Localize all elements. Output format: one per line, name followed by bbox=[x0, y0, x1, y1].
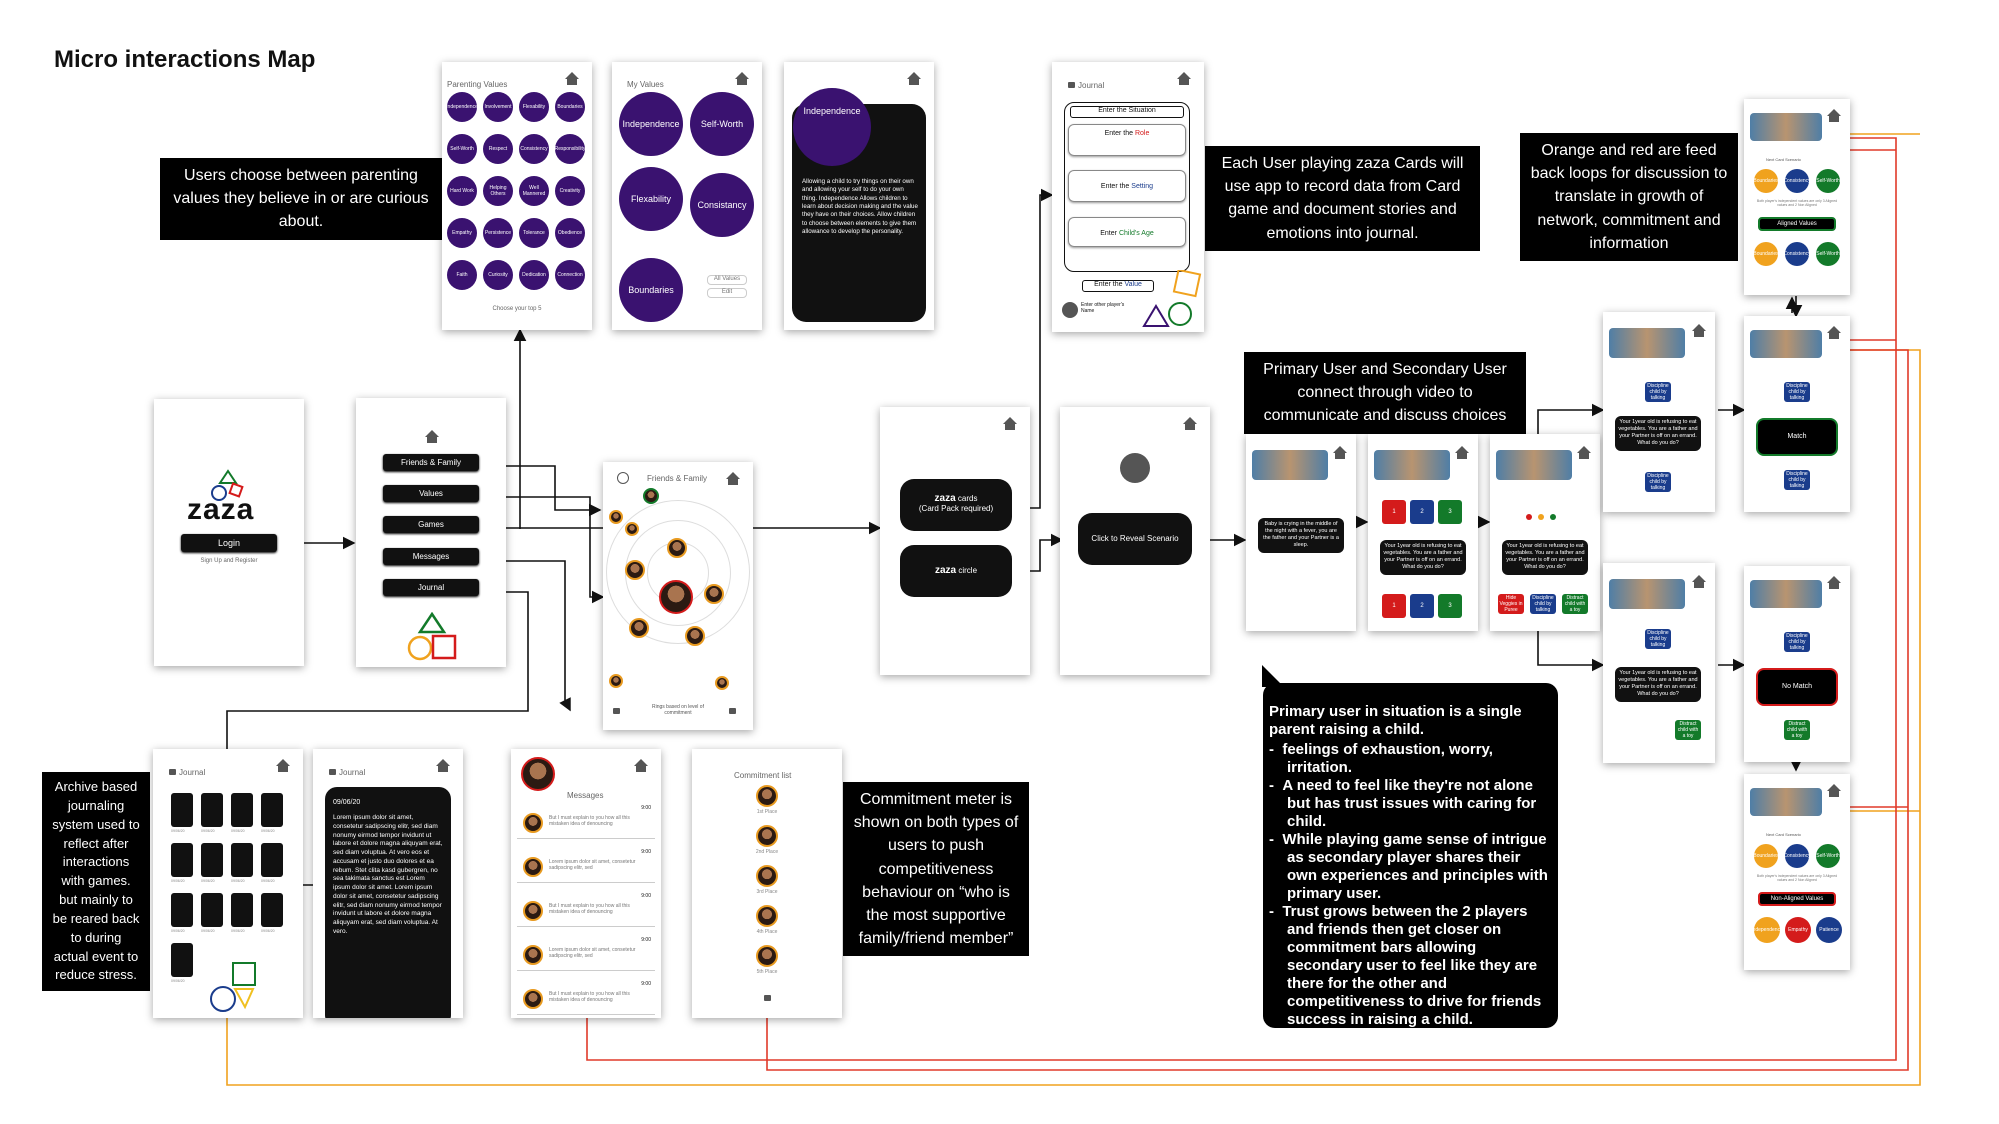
menu-messages[interactable]: Messages bbox=[383, 548, 479, 565]
commitment-avatar[interactable] bbox=[756, 905, 778, 927]
aligned-badge: Aligned Values bbox=[1758, 217, 1836, 231]
primary-bullet: - feelings of exhaustion, worry, irritation. bbox=[1269, 741, 1493, 776]
home-icon[interactable] bbox=[1176, 72, 1192, 86]
role-field[interactable]: Enter the Role bbox=[1068, 124, 1186, 156]
screen-title: Journal bbox=[1078, 81, 1105, 90]
journal-tile[interactable] bbox=[231, 843, 253, 877]
scenario-screen-2 bbox=[1368, 434, 1478, 631]
messages-screen bbox=[511, 749, 661, 1018]
choice-discipline: Discipline child by talking bbox=[1784, 470, 1810, 490]
journal-tile[interactable] bbox=[171, 943, 193, 977]
value-option[interactable]: Faith bbox=[447, 260, 477, 290]
journal-tile[interactable] bbox=[261, 843, 283, 877]
journal-icon bbox=[1068, 82, 1075, 88]
video-feed bbox=[1750, 113, 1822, 141]
value-option[interactable]: Tolerance bbox=[519, 218, 549, 248]
journal-icon bbox=[169, 769, 176, 775]
journal-tile[interactable] bbox=[201, 893, 223, 927]
reveal-screen bbox=[1060, 407, 1210, 675]
result-value-orange: Boundaries bbox=[1754, 169, 1778, 193]
reveal-scenario-button[interactable]: Click to Reveal Scenario bbox=[1078, 513, 1192, 565]
value-detail-text: Allowing a child to try things on their own and allowing your self to do your own thing. Independence Allows children to learn about decision making and the value they have on their choices. Allow children to choose between elements to give them allowance to develop the personality. bbox=[802, 178, 918, 236]
journal-tile[interactable] bbox=[171, 893, 193, 927]
message-row[interactable] bbox=[517, 849, 655, 883]
journal-tile-date: 09/06/20 bbox=[261, 829, 275, 833]
result-value-blue: Patience bbox=[1816, 917, 1842, 943]
chat-icon[interactable] bbox=[613, 708, 620, 714]
home-icon[interactable] bbox=[906, 72, 922, 86]
primary-bullet: - A need to feel like they're not alone but has trust issues with caring for child. bbox=[1269, 777, 1537, 830]
shapes-icon bbox=[1140, 270, 1202, 332]
commitment-place: 2nd Place bbox=[755, 849, 779, 855]
result-value-orange: Independence bbox=[1754, 917, 1780, 943]
choice-hide-veggies[interactable]: Hide Veggies in Puree bbox=[1499, 595, 1523, 613]
message-avatar bbox=[523, 857, 543, 877]
journal-tile[interactable] bbox=[171, 793, 193, 827]
commitment-place: 4th Place bbox=[756, 929, 778, 935]
home-icon[interactable] bbox=[734, 72, 750, 86]
value-field[interactable]: Enter the Value bbox=[1082, 280, 1154, 292]
video-feed bbox=[1750, 330, 1822, 358]
screen-title: Messages bbox=[567, 791, 604, 800]
card-blue[interactable]: 2 bbox=[1410, 500, 1434, 524]
other-player-label[interactable]: Enter other player's Name bbox=[1081, 302, 1125, 314]
home-icon[interactable] bbox=[1826, 576, 1842, 590]
zaza-logo: zaza bbox=[187, 493, 255, 526]
journal-text: Lorem ipsum dolor sit amet, consetetur sadipscing elitr, sed diam nonumy eirmod tempor invidunt ut labore et dolore magna aliquyam erat, sed diam voluptua. At vero eos et accusam et justo duo dolores et ea rebum. Stet clita kasd gubergren, no sea takimata sanctus est Lorem ipsum dolor sit amet. Lorem ipsum dolor sit amet, consetetur sadipscing elitr, sed diam nonumy eirmod tempor invidunt ut labore et dolore magna aliquyam erat, sed diam voluptua. At vero. bbox=[333, 814, 443, 935]
screen-title: Friends & Family bbox=[647, 474, 708, 483]
choice-distract[interactable]: Distract child with a toy bbox=[1562, 594, 1588, 614]
friend-avatar[interactable] bbox=[625, 560, 645, 580]
result-value-blue: Consistency bbox=[1785, 169, 1809, 193]
message-snippet: Lorem ipsum dolor sit amet, consetetur sadipscing elitr, sed bbox=[549, 947, 636, 959]
age-field[interactable]: Enter Child's Age bbox=[1068, 217, 1186, 247]
friend-avatar[interactable] bbox=[667, 538, 687, 558]
login-button[interactable]: Login bbox=[181, 534, 277, 552]
choice-discipline[interactable]: Discipline child by talking bbox=[1530, 594, 1556, 614]
screen-title: Commitment list bbox=[734, 771, 792, 780]
card-blue[interactable]: 2 bbox=[1410, 594, 1434, 618]
login-screen bbox=[154, 399, 304, 666]
nonaligned-results-screen bbox=[1744, 774, 1850, 970]
journal-tile-date: 09/06/20 bbox=[231, 929, 245, 933]
journal-icon bbox=[329, 769, 336, 775]
callout-video: Primary User and Secondary User connect through video to communicate and discuss choices bbox=[1244, 352, 1526, 434]
value-option[interactable]: Curiosity bbox=[483, 260, 513, 290]
journal-tile-date: 09/06/20 bbox=[261, 929, 275, 933]
add-friend-icon[interactable] bbox=[617, 472, 629, 484]
journal-tile-date: 09/06/20 bbox=[171, 929, 185, 933]
parenting-values-screen bbox=[442, 62, 592, 330]
journal-entry-card bbox=[325, 787, 451, 1018]
message-time: 9:00 bbox=[641, 981, 651, 987]
commitment-place: 1st Place bbox=[756, 809, 778, 815]
scenario-text: Your 1year old is refusing to eat vegetables. You are a father and your Partner is off on an errand. What do you do? bbox=[1380, 540, 1466, 575]
video-feed bbox=[1750, 580, 1822, 608]
choice-discipline: Discipline child by talking bbox=[1784, 382, 1810, 402]
value-option[interactable]: Independence bbox=[447, 92, 477, 122]
callout-feedback: Orange and red are feed back loops for discussion to translate in growth of network, commitment and information bbox=[1520, 133, 1738, 261]
value-option[interactable]: Creativity bbox=[555, 176, 585, 206]
result-value-green: Self-Worth bbox=[1816, 844, 1840, 868]
games-screen bbox=[880, 407, 1030, 675]
signup-link[interactable]: Sign Up and Register bbox=[200, 558, 258, 564]
callout-commitment: Commitment meter is shown on both types of users to push competitiveness behaviour on “who is the most supportive family/friend member” bbox=[843, 782, 1029, 956]
menu-values[interactable]: Values bbox=[383, 485, 479, 502]
dot-green bbox=[1550, 514, 1556, 520]
choice-discipline: Discipline child by talking bbox=[1645, 629, 1671, 649]
home-icon[interactable] bbox=[1826, 784, 1842, 798]
shapes-logo-icon bbox=[406, 612, 458, 662]
nonaligned-badge: Non-Aligned Values bbox=[1758, 892, 1836, 906]
scenario-text: Your 1year old is refusing to eat vegetables. You are a father and your Partner is off on an errand. What do you do? bbox=[1502, 540, 1588, 575]
video-feed bbox=[1750, 788, 1822, 816]
scenario-text: Your 1year old is refusing to eat vegetables. You are a father and your Partner is off on an errand. What do you do? bbox=[1615, 667, 1701, 702]
message-time: 9:00 bbox=[641, 805, 651, 811]
no-match-badge: No Match bbox=[1756, 668, 1838, 706]
journal-entry-screen bbox=[1052, 62, 1204, 332]
journal-tile[interactable] bbox=[201, 843, 223, 877]
message-snippet: Lorem ipsum dolor sit amet, consetetur sadipscing elitr, sed bbox=[549, 859, 636, 871]
next-card-label[interactable]: Next Card Scenario bbox=[1766, 832, 1801, 837]
home-icon[interactable] bbox=[1332, 446, 1348, 460]
journal-detail-screen bbox=[313, 749, 463, 1018]
message-time: 9:00 bbox=[641, 893, 651, 899]
video-feed bbox=[1252, 450, 1328, 480]
message-snippet: But I must explain to you how all this mistaken idea of denouncing bbox=[549, 903, 630, 915]
home-icon[interactable] bbox=[1182, 417, 1198, 431]
callout-journal-app: Each User playing zaza Cards will use app to record data from Card game and document stories and emotions into journal. bbox=[1205, 146, 1480, 251]
message-snippet: But I must explain to you how all this mistaken idea of denouncing bbox=[549, 991, 630, 1003]
result-value-red: Empathy bbox=[1785, 917, 1811, 943]
friend-avatar[interactable] bbox=[609, 510, 623, 524]
choice-discipline: Discipline child by talking bbox=[1645, 472, 1671, 492]
result-value-blue: Consistency bbox=[1785, 242, 1809, 266]
home-icon[interactable] bbox=[633, 759, 649, 773]
friend-avatar[interactable] bbox=[609, 674, 623, 688]
friend-avatar[interactable] bbox=[715, 676, 729, 690]
home-icon[interactable] bbox=[1691, 575, 1707, 589]
journal-tile[interactable] bbox=[231, 893, 253, 927]
value-circle[interactable]: Boundaries bbox=[619, 258, 683, 322]
match-screen bbox=[1744, 316, 1850, 512]
friends-family-screen bbox=[603, 462, 753, 730]
card-red[interactable]: 1 bbox=[1382, 594, 1406, 618]
value-option[interactable]: Persistence bbox=[483, 218, 513, 248]
match-badge: Match bbox=[1756, 418, 1838, 456]
zaza-cards-button[interactable]: zaza cards (Card Pack required) bbox=[900, 479, 1012, 531]
my-values-screen bbox=[612, 62, 762, 330]
result-value-green: Self-Worth bbox=[1816, 242, 1840, 266]
screen-title: Journal bbox=[179, 768, 206, 777]
setting-field[interactable]: Enter the Setting bbox=[1068, 170, 1186, 202]
value-circle[interactable]: Flexability bbox=[619, 167, 683, 231]
handshake-icon[interactable] bbox=[764, 995, 771, 1001]
commitment-place: 5th Place bbox=[756, 969, 778, 975]
message-avatar bbox=[523, 813, 543, 833]
choice-distract: Distract child with a toy bbox=[1784, 720, 1810, 740]
callout-archive: Archive based journaling system used to reflect after interactions with games. but mainly to be reared back to during actual event to reduce stress. bbox=[42, 772, 150, 991]
result-note: Both player's independent values are only 3 Aligned values and 2 Non Aligned bbox=[1756, 874, 1838, 882]
primary-user-list bbox=[1269, 741, 1552, 1029]
result-value-green: Self-Worth bbox=[1816, 169, 1840, 193]
friend-avatar[interactable] bbox=[704, 584, 724, 604]
value-circle[interactable]: Consistancy bbox=[690, 173, 754, 237]
home-icon[interactable] bbox=[725, 472, 741, 486]
home-icon[interactable] bbox=[1454, 446, 1470, 460]
message-row[interactable] bbox=[517, 937, 655, 971]
next-card-label[interactable]: Next Card Scenario bbox=[1766, 157, 1801, 162]
card-green[interactable]: 3 bbox=[1438, 594, 1462, 618]
journal-tile-date: 09/06/20 bbox=[201, 829, 215, 833]
choice-distract: Distract child with a toy bbox=[1675, 720, 1701, 740]
message-avatar bbox=[523, 989, 543, 1009]
journal-tile[interactable] bbox=[171, 843, 193, 877]
value-option[interactable]: Empathy bbox=[447, 218, 477, 248]
all-values-link[interactable]: All Values bbox=[707, 275, 747, 285]
value-option[interactable]: Involvement bbox=[483, 92, 513, 122]
primary-user-bubble bbox=[1263, 683, 1558, 1028]
value-option[interactable]: Helping Others bbox=[483, 176, 513, 206]
journal-tile-date: 09/06/20 bbox=[171, 879, 185, 883]
scenario-screen-1 bbox=[1246, 434, 1356, 631]
dot-red bbox=[1526, 514, 1532, 520]
result-value-blue: Consistency bbox=[1785, 844, 1809, 868]
dot-orange bbox=[1538, 514, 1544, 520]
friend-avatar[interactable] bbox=[625, 522, 639, 536]
primary-user-title: Primary user in situation is a single parent raising a child. bbox=[1269, 703, 1522, 738]
value-circle[interactable]: Self-Worth bbox=[690, 92, 754, 156]
page-title: Micro interactions Map bbox=[54, 46, 316, 73]
home-icon[interactable] bbox=[1002, 417, 1018, 431]
menu-screen bbox=[356, 398, 506, 667]
journal-list-screen bbox=[153, 749, 303, 1018]
message-row[interactable] bbox=[517, 805, 655, 839]
primary-bullet: - Trust grows between the 2 players and friends then get closer on commitment bars allowing secondary user to feel like they are there for the other and competitiveness to drive for friends success in raising a child. bbox=[1269, 903, 1542, 1028]
home-icon[interactable] bbox=[564, 72, 580, 86]
handshake-icon[interactable] bbox=[729, 708, 736, 714]
screen-footer: Choose your top 5 bbox=[492, 306, 542, 312]
callout-parenting-values: Users choose between parenting values they believe in or are curious about. bbox=[160, 158, 442, 240]
commitment-place: 3rd Place bbox=[756, 889, 778, 895]
commitment-screen bbox=[692, 749, 842, 1018]
menu-games[interactable]: Games bbox=[383, 516, 479, 533]
scenario-screen-3 bbox=[1490, 434, 1600, 631]
video-feed bbox=[1374, 450, 1450, 480]
user-icon bbox=[1120, 453, 1150, 483]
home-icon[interactable] bbox=[424, 430, 440, 444]
message-row[interactable] bbox=[517, 981, 655, 1015]
edit-link[interactable]: Edit bbox=[707, 288, 747, 298]
value-option[interactable]: Consistency bbox=[519, 134, 549, 164]
primary-bullet: - While playing game sense of intrigue as secondary player shares their own experiences and principles with primary user. bbox=[1269, 831, 1548, 902]
value-option[interactable]: Boundaries bbox=[555, 92, 585, 122]
situation-field[interactable]: Enter the Situation bbox=[1070, 106, 1184, 118]
message-row[interactable] bbox=[517, 893, 655, 927]
choice-discipline: Discipline child by talking bbox=[1645, 382, 1671, 402]
choice-discipline: Discipline child by talking bbox=[1784, 632, 1810, 652]
card-red[interactable]: 1 bbox=[1382, 500, 1406, 524]
value-option[interactable]: Responsibility bbox=[555, 134, 585, 164]
journal-tile[interactable] bbox=[261, 793, 283, 827]
zaza-circle-button[interactable]: zaza circle bbox=[900, 545, 1012, 597]
message-avatar bbox=[523, 901, 543, 921]
message-avatar bbox=[523, 945, 543, 965]
friend-avatar-center[interactable] bbox=[659, 580, 693, 614]
menu-journal[interactable]: Journal bbox=[383, 579, 479, 596]
journal-tile-date: 09/06/20 bbox=[171, 829, 185, 833]
value-circle[interactable]: Independence bbox=[619, 92, 683, 156]
no-match-screen bbox=[1744, 566, 1850, 762]
video-feed bbox=[1609, 328, 1685, 358]
commitment-avatar[interactable] bbox=[756, 865, 778, 887]
home-icon[interactable] bbox=[275, 759, 291, 773]
choice-screen-lower bbox=[1603, 563, 1715, 763]
home-icon[interactable] bbox=[1826, 326, 1842, 340]
scenario-text: Your 1year old is refusing to eat vegetables. You are a father and your Partner is off on an errand. What do you do? bbox=[1615, 416, 1701, 451]
message-snippet: But I must explain to you how all this mistaken idea of denouncing bbox=[549, 815, 630, 827]
value-option[interactable]: Connection bbox=[555, 260, 585, 290]
scenario-text: Baby is crying in the middle of the night with a fever, you are the father and your Partner is a sleep. bbox=[1258, 518, 1344, 553]
friend-avatar[interactable] bbox=[685, 626, 705, 646]
value-option[interactable]: Flexability bbox=[519, 92, 549, 122]
video-feed bbox=[1609, 579, 1685, 609]
other-player-icon[interactable] bbox=[1062, 302, 1078, 318]
friend-avatar[interactable] bbox=[629, 618, 649, 638]
screen-title: Journal bbox=[339, 768, 366, 777]
screen-title: My Values bbox=[627, 80, 664, 89]
value-option[interactable]: Hard Work bbox=[447, 176, 477, 206]
video-feed bbox=[1496, 450, 1572, 480]
value-option[interactable]: Respect bbox=[483, 134, 513, 164]
home-icon[interactable] bbox=[1826, 109, 1842, 123]
journal-tile-date: 09/06/20 bbox=[231, 879, 245, 883]
friends-footer: Rings based on level of commitment bbox=[652, 704, 704, 716]
commitment-avatar[interactable] bbox=[756, 785, 778, 807]
journal-tile-date: 09/06/20 bbox=[231, 829, 245, 833]
journal-tile[interactable] bbox=[201, 793, 223, 827]
journal-tile-date: 09/06/20 bbox=[171, 979, 185, 983]
commitment-avatar[interactable] bbox=[756, 945, 778, 967]
value-detail-screen bbox=[784, 62, 934, 330]
home-icon[interactable] bbox=[1691, 324, 1707, 338]
menu-friends-family[interactable]: Friends & Family bbox=[383, 454, 479, 471]
message-time: 9:00 bbox=[641, 937, 651, 943]
journal-tile-date: 09/06/20 bbox=[201, 879, 215, 883]
screen-title: Parenting Values bbox=[447, 80, 508, 89]
journal-tile-date: 09/06/20 bbox=[201, 929, 215, 933]
message-time: 9:00 bbox=[641, 849, 651, 855]
home-icon[interactable] bbox=[435, 759, 451, 773]
friend-avatar[interactable] bbox=[643, 488, 659, 504]
journal-tile[interactable] bbox=[261, 893, 283, 927]
commitment-avatar[interactable] bbox=[756, 825, 778, 847]
aligned-results-screen bbox=[1744, 99, 1850, 295]
journal-date: 09/06/20 bbox=[333, 799, 361, 806]
value-option[interactable]: Obedience bbox=[555, 218, 585, 248]
shapes-icon bbox=[209, 961, 259, 1017]
home-icon[interactable] bbox=[1576, 446, 1592, 460]
bubble-tail bbox=[1262, 665, 1284, 687]
journal-tile-date: 09/06/20 bbox=[261, 879, 275, 883]
value-option[interactable]: Dedication bbox=[519, 260, 549, 290]
value-detail-circle: Independence bbox=[793, 88, 871, 166]
choice-screen-upper bbox=[1603, 312, 1715, 512]
result-value-orange: Boundaries bbox=[1754, 844, 1778, 868]
result-note: Both player's independent values are only 3 Aligned values and 2 Non Aligned bbox=[1756, 199, 1838, 207]
journal-tile[interactable] bbox=[231, 793, 253, 827]
value-option[interactable]: Self-Worth bbox=[447, 134, 477, 164]
value-option[interactable]: Well Mannered bbox=[519, 176, 549, 206]
result-value-orange: Boundaries bbox=[1754, 242, 1778, 266]
user-avatar bbox=[521, 757, 555, 791]
card-green[interactable]: 3 bbox=[1438, 500, 1462, 524]
